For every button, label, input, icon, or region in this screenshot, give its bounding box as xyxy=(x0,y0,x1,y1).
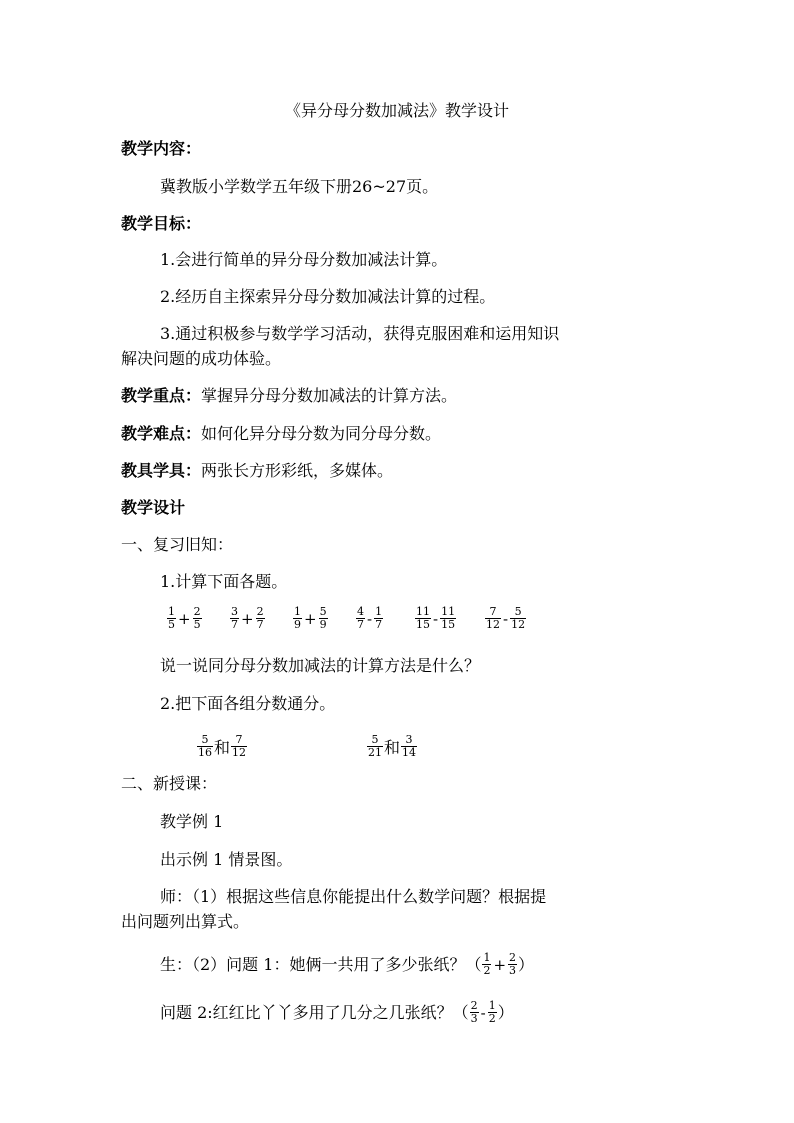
page-title: 《异分母分数加减法》教学设计 xyxy=(284,101,509,120)
exercise-item xyxy=(229,606,266,631)
fraction-denominator: 9 xyxy=(294,618,301,631)
question2-line xyxy=(160,1000,514,1025)
question2-suffix: ） xyxy=(497,1002,514,1022)
key-point-text: 掌握异分母分数加减法的计算方法。 xyxy=(201,386,458,405)
review-q2: 2.把下面各组分数通分。 xyxy=(160,694,336,713)
fraction-numerator: 7 xyxy=(489,605,497,618)
fraction-numerator: 5 xyxy=(201,733,209,746)
operator: + xyxy=(178,609,191,628)
fraction-numerator: 5 xyxy=(371,733,379,746)
fraction-pair xyxy=(196,734,248,759)
fraction xyxy=(256,606,265,631)
key-point-label: 教学重点： xyxy=(121,386,202,405)
fraction-numerator: 2 xyxy=(193,605,201,618)
fraction-numerator: 4 xyxy=(357,605,364,618)
review-heading: 一、复习旧知： xyxy=(121,535,234,554)
fraction xyxy=(319,606,328,631)
tools-label: 教具学具： xyxy=(121,461,202,480)
fraction-numerator: 5 xyxy=(319,605,327,618)
fraction-denominator: 7 xyxy=(256,618,264,631)
student-expression xyxy=(481,952,518,977)
goal-item-3: 3.通过积极参与数学学习活动，获得克服困难和运用知识 xyxy=(160,324,560,343)
content-heading: 教学内容： xyxy=(121,139,202,158)
fraction-numerator: 1 xyxy=(294,605,301,618)
operator: + xyxy=(304,609,317,628)
fraction xyxy=(488,1000,497,1025)
fraction-numerator: 1 xyxy=(488,999,496,1012)
fraction-denominator: 5 xyxy=(168,618,175,631)
show-example: 出示例 1 情景图。 xyxy=(160,850,293,869)
fraction-numerator: 2 xyxy=(470,999,478,1012)
goal-item-3-cont: 解决问题的成功体验。 xyxy=(121,349,282,368)
fraction xyxy=(193,606,202,631)
fraction xyxy=(374,606,383,631)
student-prefix: 生：（2）问题 1：她俩一共用了多少张纸？（ xyxy=(160,954,482,974)
goals-heading: 教学目标： xyxy=(121,214,202,233)
fraction-denominator: 12 xyxy=(511,618,526,631)
design-heading: 教学设计 xyxy=(121,498,186,517)
operator: + xyxy=(493,955,507,974)
example-label: 教学例 1 xyxy=(160,812,224,831)
goal-item-1: 1.会进行简单的异分母分数加减法计算。 xyxy=(160,250,448,269)
key-point xyxy=(121,386,457,406)
student-line xyxy=(160,952,534,977)
fraction xyxy=(231,734,247,759)
tools-text: 两张长方形彩纸，多媒体。 xyxy=(201,461,394,480)
newlesson-heading: 二、新授课： xyxy=(121,774,218,793)
fraction-denominator: 12 xyxy=(486,618,500,631)
review-q1: 1.计算下面各题。 xyxy=(160,572,288,591)
content-text: 冀教版小学数学五年级下册26~27页。 xyxy=(160,177,439,196)
fraction-denominator: 7 xyxy=(375,618,383,631)
fraction xyxy=(356,606,365,631)
review-ask: 说一说同分母分数加减法的计算方法是什么？ xyxy=(160,656,481,675)
fraction-numerator: 5 xyxy=(514,605,522,618)
fraction-denominator: 21 xyxy=(368,746,382,759)
fraction-numerator: 2 xyxy=(509,951,517,964)
fraction xyxy=(510,606,526,631)
and-text: 和 xyxy=(214,738,231,757)
fraction-denominator: 7 xyxy=(231,618,238,631)
and-text: 和 xyxy=(384,738,401,757)
fraction-denominator: 15 xyxy=(441,618,456,631)
fraction-numerator: 2 xyxy=(256,605,264,618)
operator: - xyxy=(367,609,373,628)
difficulty-label: 教学难点： xyxy=(121,424,202,443)
fraction xyxy=(293,606,302,631)
fraction-denominator: 3 xyxy=(470,1012,478,1025)
fraction-numerator: 7 xyxy=(235,733,243,746)
fraction xyxy=(415,606,431,631)
difficulty-text: 如何化异分母分数为同分母分数。 xyxy=(201,424,442,443)
teacher-line-1: 师：（1）根据这些信息你能提出什么数学问题？根据提 xyxy=(160,887,547,906)
fraction xyxy=(197,734,213,759)
fraction-numerator: 11 xyxy=(416,605,430,618)
fraction-denominator: 7 xyxy=(357,618,364,631)
fraction xyxy=(167,606,176,631)
tools xyxy=(121,461,393,481)
fraction-denominator: 15 xyxy=(416,618,430,631)
fraction xyxy=(470,1000,479,1025)
fraction xyxy=(230,606,239,631)
fraction-numerator: 1 xyxy=(168,605,175,618)
fraction-numerator: 3 xyxy=(231,605,238,618)
fraction-denominator: 2 xyxy=(483,964,491,977)
exercise-item xyxy=(414,606,457,631)
difficulty xyxy=(121,424,441,444)
fraction-numerator: 11 xyxy=(441,605,456,618)
goal-item-2: 2.经历自主探索异分母分数加减法计算的过程。 xyxy=(160,287,496,306)
fraction xyxy=(508,952,517,977)
exercise-item xyxy=(484,606,527,631)
fraction-numerator: 1 xyxy=(483,951,491,964)
student-suffix: ） xyxy=(518,954,535,974)
question2-prefix: 问题 2:红红比丫丫多用了几分之几张纸？（ xyxy=(160,1002,469,1022)
fraction-denominator: 9 xyxy=(319,618,327,631)
fraction-numerator: 1 xyxy=(375,605,383,618)
fraction xyxy=(401,734,417,759)
operator: - xyxy=(433,609,439,628)
question2-expression xyxy=(469,1000,498,1025)
exercise-item xyxy=(355,606,384,631)
fraction-denominator: 16 xyxy=(198,746,212,759)
fraction-denominator: 12 xyxy=(232,746,247,759)
fraction-denominator: 14 xyxy=(402,746,417,759)
fraction-denominator: 5 xyxy=(193,618,201,631)
operator: - xyxy=(480,1003,486,1022)
fraction xyxy=(482,952,491,977)
exercise-item xyxy=(292,606,329,631)
fraction xyxy=(485,606,501,631)
fraction xyxy=(440,606,456,631)
exercise-item xyxy=(166,606,203,631)
fraction xyxy=(367,734,383,759)
fraction-pair xyxy=(366,734,418,759)
operator: - xyxy=(503,609,509,628)
fraction-numerator: 3 xyxy=(405,733,413,746)
operator: + xyxy=(241,609,254,628)
teacher-line-2: 出问题列出算式。 xyxy=(121,912,250,931)
fraction-denominator: 3 xyxy=(509,964,517,977)
fraction-denominator: 2 xyxy=(488,1012,496,1025)
